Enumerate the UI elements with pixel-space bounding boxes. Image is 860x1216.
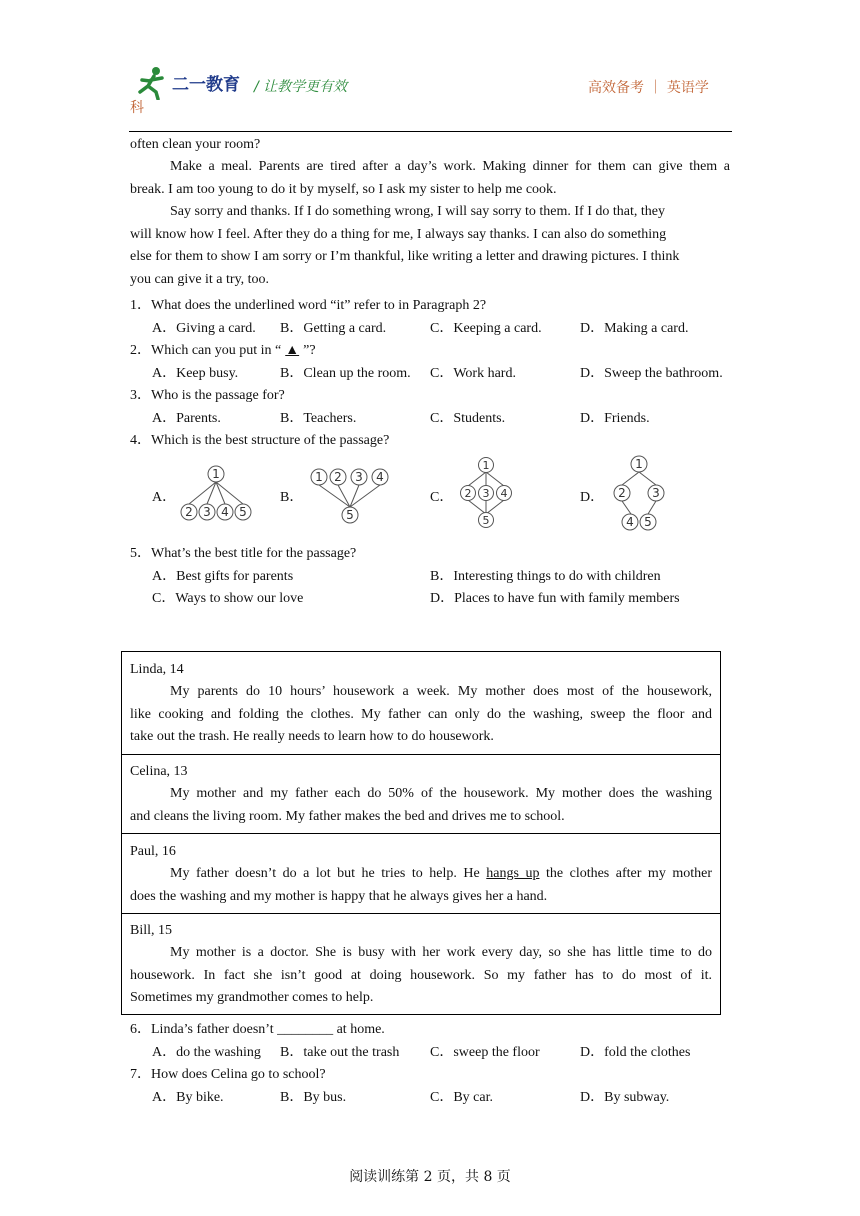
box-line: Sometimes my grandmother comes to help.	[130, 990, 374, 1005]
node-label: 3	[203, 505, 211, 519]
node-label: 3	[652, 486, 660, 500]
underlined-phrase: hangs up	[486, 866, 540, 881]
option[interactable]: D．Making a card.	[580, 321, 689, 336]
option[interactable]: D．By subway.	[580, 1090, 670, 1105]
person-name: Celina, 13	[130, 764, 188, 779]
runner-logo-icon	[134, 66, 174, 100]
option[interactable]: A．Best gifts for parents	[152, 569, 294, 584]
node-label: 1	[315, 470, 323, 484]
question-stem: 1．What does the underlined word “it” refer to in Paragraph 2?	[130, 298, 487, 313]
passage-line: else for them to show I am sorry or I’m thankful, like writing a letter and drawing pictures. I think	[130, 249, 680, 264]
brand-name: 二一教育	[172, 75, 240, 95]
node-label: 3	[355, 470, 363, 484]
option[interactable]: B．Getting a card.	[280, 321, 387, 336]
option[interactable]: B．Teachers.	[280, 411, 357, 426]
structure-diagram-d	[608, 455, 670, 531]
question-stem: 7．How does Celina go to school?	[130, 1067, 326, 1082]
node-label: 5	[482, 514, 490, 527]
header-rule	[129, 131, 732, 132]
header-subject: 高效备考 ｜ 英语学	[588, 80, 709, 96]
option[interactable]: C．sweep the floor	[430, 1045, 540, 1060]
option[interactable]: A．Giving a card.	[152, 321, 256, 336]
box-line: and cleans the living room. My father makes the bed and drives me to school.	[130, 809, 565, 824]
node-label: 1	[635, 457, 643, 471]
node-label: 2	[618, 486, 626, 500]
node-label: 5	[239, 505, 247, 519]
option[interactable]: B．Interesting things to do with children	[430, 569, 661, 584]
passage-line: often clean your room?	[130, 137, 261, 152]
blank-marker: ▲	[285, 343, 300, 358]
option[interactable]: B．take out the trash	[280, 1045, 400, 1060]
option[interactable]: B．Clean up the room.	[280, 366, 411, 381]
person-name: Bill, 15	[130, 923, 173, 938]
option[interactable]: C．By car.	[430, 1090, 493, 1105]
option[interactable]: A．do the washing	[152, 1045, 261, 1060]
person-name: Paul, 16	[130, 844, 176, 859]
brand-slogan: / 让教学更有效	[254, 79, 348, 95]
option[interactable]: C．	[430, 490, 454, 505]
option[interactable]: A．	[152, 490, 177, 505]
question-stem: 2．Which can you put in “ ▲ ”?	[130, 343, 316, 358]
box-line: like cooking and folding the clothes. My father can only do the washing, sweep the floor and	[130, 707, 712, 722]
question-stem: 5．What’s the best title for the passage?	[130, 546, 357, 561]
question-stem: 4．Which is the best structure of the passage?	[130, 433, 390, 448]
box-line: My mother and my father each do 50% of the housework. My mother does the washing	[170, 786, 712, 801]
row-divider	[122, 913, 720, 914]
option[interactable]: B．	[280, 490, 304, 505]
option[interactable]: C．Work hard.	[430, 366, 516, 381]
node-label: 4	[376, 470, 384, 484]
node-label: 5	[644, 515, 652, 529]
row-divider	[122, 754, 720, 755]
structure-diagram-a	[172, 462, 254, 524]
node-label: 2	[185, 505, 193, 519]
option[interactable]: A．Keep busy.	[152, 366, 239, 381]
option[interactable]: D．Places to have fun with family members	[430, 591, 680, 606]
box-line: housework. In fact she isn’t good at doing housework. So my father has to do most of it.	[130, 968, 712, 983]
option[interactable]: C．Keeping a card.	[430, 321, 542, 336]
structure-diagram-b	[304, 465, 392, 527]
node-label: 2	[464, 487, 472, 500]
option[interactable]: D．	[580, 490, 605, 505]
option[interactable]: D．fold the clothes	[580, 1045, 691, 1060]
person-name: Linda, 14	[130, 662, 184, 677]
box-line: My mother is a doctor. She is busy with her work every day, so she has little time to do	[170, 945, 712, 960]
option[interactable]: C．Ways to show our love	[152, 591, 304, 606]
option[interactable]: A．By bike.	[152, 1090, 224, 1105]
question-stem: 6．Linda’s father doesn’t ________ at home.	[130, 1022, 385, 1037]
option[interactable]: C．Students.	[430, 411, 506, 426]
node-label: 4	[221, 505, 229, 519]
page-footer: 阅读训练第 2 页，共 8 页	[349, 1169, 511, 1185]
structure-diagram-c	[458, 456, 516, 530]
passage-line: Say sorry and thanks. If I do something wrong, I will say sorry to them. If I do that, they	[170, 204, 665, 219]
question-stem: 3．Who is the passage for?	[130, 388, 285, 403]
passage-line: break. I am too young to do it by myself, so I ask my sister to help me cook.	[130, 182, 557, 197]
passage-line: you can give it a try, too.	[130, 272, 270, 287]
row-divider	[122, 833, 720, 834]
option[interactable]: B．By bus.	[280, 1090, 347, 1105]
option[interactable]: A．Parents.	[152, 411, 221, 426]
node-label: 4	[626, 515, 634, 529]
testimony-table	[121, 651, 721, 1015]
node-label: 1	[212, 467, 220, 481]
option[interactable]: D．Friends.	[580, 411, 650, 426]
passage-line: will know how I feel. After they do a thing for me, I always say thanks. I can also do something	[130, 227, 667, 242]
node-label: 2	[334, 470, 342, 484]
node-label: 3	[482, 487, 490, 500]
box-line: My father doesn’t do a lot but he tries to help. He hangs up the clothes after my mother	[170, 866, 712, 881]
node-label: 4	[500, 487, 508, 500]
box-line: does the washing and my mother is happy that he always gives her a hand.	[130, 889, 548, 904]
option[interactable]: D．Sweep the bathroom.	[580, 366, 723, 381]
node-label: 1	[482, 459, 490, 472]
header-subject-wrap: 科	[130, 100, 144, 116]
node-label: 5	[346, 508, 354, 522]
passage-line: Make a meal. Parents are tired after a day’s work. Making dinner for them can give them a	[170, 159, 730, 174]
box-line: take out the trash. He really needs to learn how to do housework.	[130, 729, 494, 744]
box-line: My parents do 10 hours’ housework a week. My mother does most of the housework,	[170, 684, 712, 699]
